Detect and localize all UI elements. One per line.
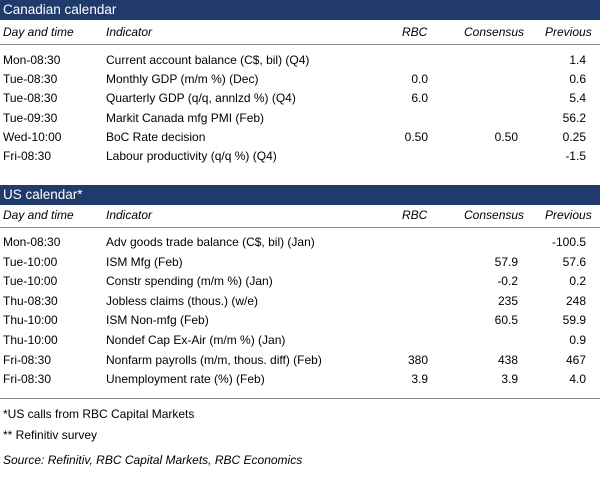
- cell-previous: -1.5: [565, 149, 586, 163]
- cell-day-time: Tue-10:00: [3, 274, 58, 289]
- cell-day-time: Thu-10:00: [3, 313, 58, 328]
- us-header-rule: [0, 227, 600, 228]
- footnote-us-calls: *US calls from RBC Capital Markets: [3, 407, 195, 421]
- col-consensus: Consensus: [464, 208, 525, 222]
- cell-previous: 4.0: [569, 372, 586, 387]
- us-calendar-title: US calendar*: [3, 187, 83, 202]
- cell-rbc: 0.0: [411, 72, 428, 87]
- cell-previous: 0.25: [562, 129, 586, 144]
- cell-day-time: Tue-10:00: [3, 254, 58, 269]
- canadian-header-rule: [0, 44, 600, 45]
- cell-previous: -100.5: [551, 235, 586, 249]
- us-column-headers: [0, 205, 600, 226]
- table-row: [0, 331, 600, 350]
- table-row: [0, 233, 600, 252]
- col-consensus: Consensus: [464, 25, 525, 39]
- canadian-calendar-header: [0, 0, 600, 20]
- canadian-calendar-title: Canadian calendar: [3, 2, 117, 17]
- cell-day-time: Thu-10:00: [3, 333, 58, 347]
- cell-consensus: -0.2: [497, 274, 518, 289]
- col-rbc: RBC: [402, 25, 428, 39]
- cell-rbc: 3.9: [411, 372, 428, 387]
- cell-previous: 467: [565, 352, 586, 367]
- table-row: [0, 272, 600, 291]
- cell-day-time: Fri-08:30: [3, 372, 52, 387]
- col-indicator: Indicator: [106, 208, 153, 222]
- source-line: Source: Refinitiv, RBC Capital Markets, RBC Economics: [3, 453, 303, 467]
- cell-previous: 0.9: [569, 333, 586, 347]
- cell-day-time: Mon-08:30: [3, 53, 61, 67]
- table-row: [0, 109, 600, 128]
- col-day-time: Day and time: [3, 25, 74, 39]
- cell-indicator: Current account balance (C$, bil) (Q4): [106, 53, 310, 67]
- cell-day-time: Fri-08:30: [3, 352, 52, 367]
- table-row: [0, 292, 600, 311]
- cell-consensus: 438: [497, 352, 518, 367]
- table-row: [0, 128, 600, 147]
- cell-indicator: Monthly GDP (m/m %) (Dec): [106, 72, 259, 87]
- cell-consensus: 0.50: [494, 129, 518, 144]
- cell-indicator: Adv goods trade balance (C$, bil) (Jan): [106, 235, 315, 249]
- cell-day-time: Tue-08:30: [3, 91, 58, 106]
- cell-consensus: 57.9: [494, 254, 518, 269]
- cell-previous: 1.4: [569, 53, 586, 67]
- cell-indicator: ISM Mfg (Feb): [106, 254, 183, 269]
- cell-previous: 59.9: [562, 313, 586, 328]
- us-calendar-header: [0, 185, 600, 205]
- cell-rbc: 6.0: [411, 91, 428, 106]
- table-row: [0, 147, 600, 166]
- footnote-refinitiv: ** Refinitiv survey: [3, 428, 98, 442]
- table-row: [0, 351, 600, 370]
- cell-previous: 5.4: [569, 91, 586, 106]
- cell-previous: 0.2: [569, 274, 586, 289]
- cell-indicator: Nonfarm payrolls (m/m, thous. diff) (Feb): [106, 352, 322, 367]
- cell-consensus: 3.9: [501, 372, 518, 387]
- cell-indicator: ISM Non-mfg (Feb): [106, 313, 209, 328]
- cell-consensus: 235: [497, 293, 518, 308]
- cell-rbc: 0.50: [404, 129, 428, 144]
- table-bottom-rule: [0, 398, 600, 399]
- canadian-column-headers: [0, 22, 600, 43]
- cell-day-time: Thu-08:30: [3, 293, 58, 308]
- table-row: [0, 370, 600, 389]
- cell-day-time: Fri-08:30: [3, 149, 52, 163]
- col-indicator: Indicator: [106, 25, 153, 39]
- table-row: [0, 253, 600, 272]
- table-row: [0, 51, 600, 70]
- cell-rbc: 380: [407, 352, 428, 367]
- cell-day-time: Wed-10:00: [3, 129, 62, 144]
- cell-indicator: Constr spending (m/m %) (Jan): [106, 274, 273, 289]
- cell-day-time: Mon-08:30: [3, 235, 61, 249]
- col-previous: Previous: [545, 25, 592, 39]
- table-row: [0, 70, 600, 89]
- cell-previous: 0.6: [569, 72, 586, 87]
- col-previous: Previous: [545, 208, 592, 222]
- cell-previous: 57.6: [562, 254, 586, 269]
- cell-previous: 248: [565, 293, 586, 308]
- table-row: [0, 89, 600, 108]
- col-rbc: RBC: [402, 208, 428, 222]
- cell-indicator: Markit Canada mfg PMI (Feb): [106, 110, 265, 125]
- cell-previous: 56.2: [562, 110, 586, 125]
- cell-indicator: Quarterly GDP (q/q, annlzd %) (Q4): [106, 91, 296, 106]
- cell-consensus: 60.5: [494, 313, 518, 328]
- cell-indicator: BoC Rate decision: [106, 129, 206, 144]
- cell-indicator: Labour productivity (q/q %) (Q4): [106, 149, 277, 163]
- cell-day-time: Tue-09:30: [3, 110, 58, 125]
- table-row: [0, 311, 600, 330]
- cell-indicator: Unemployment rate (%) (Feb): [106, 372, 265, 387]
- cell-indicator: Nondef Cap Ex-Air (m/m %) (Jan): [106, 333, 286, 347]
- cell-day-time: Tue-08:30: [3, 72, 58, 87]
- cell-indicator: Jobless claims (thous.) (w/e): [106, 293, 259, 308]
- col-day-time: Day and time: [3, 208, 74, 222]
